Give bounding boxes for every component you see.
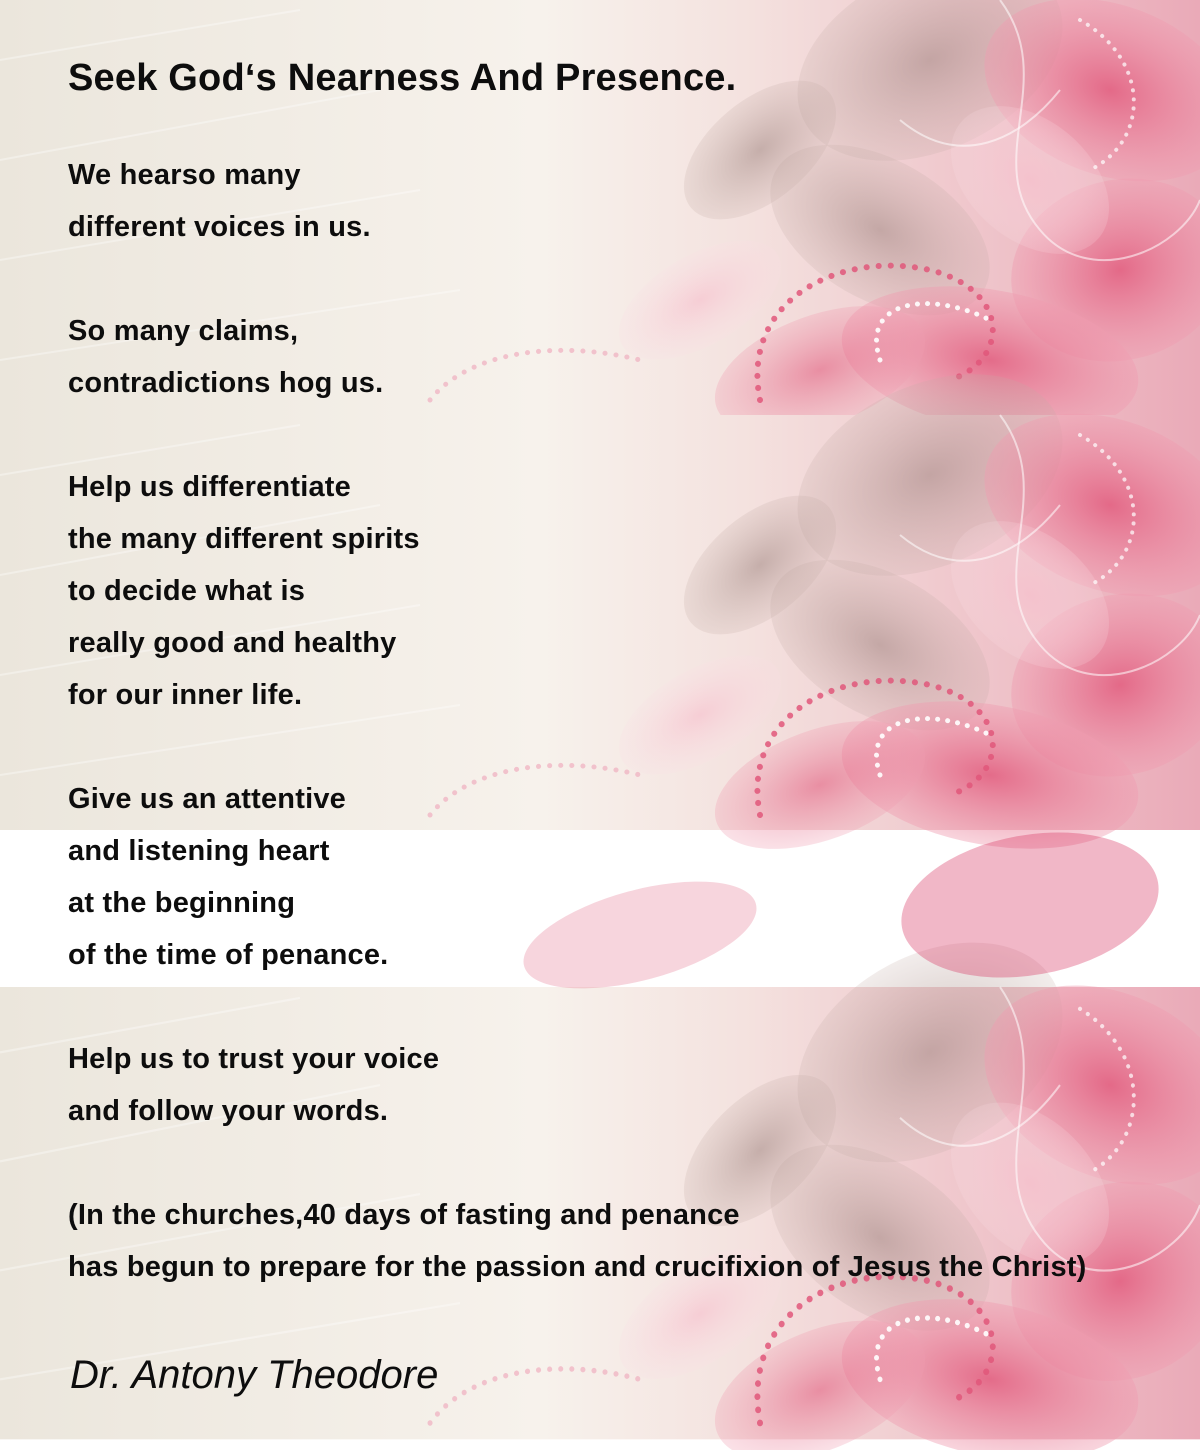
- poem-line: and follow your words.: [68, 1095, 389, 1127]
- poem-line: So many claims,: [68, 315, 299, 347]
- poem-author: Dr. Antony Theodore: [70, 1353, 439, 1397]
- poem-line: to decide what is: [68, 575, 306, 607]
- poem-line: really good and healthy: [68, 627, 397, 659]
- poem-line: different voices in us.: [68, 211, 371, 243]
- poem-line: (In the churches,40 days of fasting and penance: [68, 1199, 740, 1231]
- poem-line: for our inner life.: [68, 679, 303, 711]
- poem-line: has begun to prepare for the passion and crucifixion of Jesus the Christ): [68, 1251, 1087, 1283]
- poem-line: at the beginning: [68, 887, 296, 919]
- poem-line: We hearso many: [68, 159, 301, 191]
- poem-line: Give us an attentive: [68, 783, 346, 815]
- poem-line: contradictions hog us.: [68, 367, 384, 399]
- poem-line: and listening heart: [68, 835, 330, 867]
- poem-line: Help us differentiate: [68, 471, 351, 503]
- poem-line: Help us to trust your voice: [68, 1043, 440, 1075]
- poem-title: Seek God‘s Nearness And Presence.: [68, 57, 737, 99]
- poem-line: the many different spirits: [68, 523, 420, 555]
- poem-line: of the time of penance.: [68, 939, 389, 971]
